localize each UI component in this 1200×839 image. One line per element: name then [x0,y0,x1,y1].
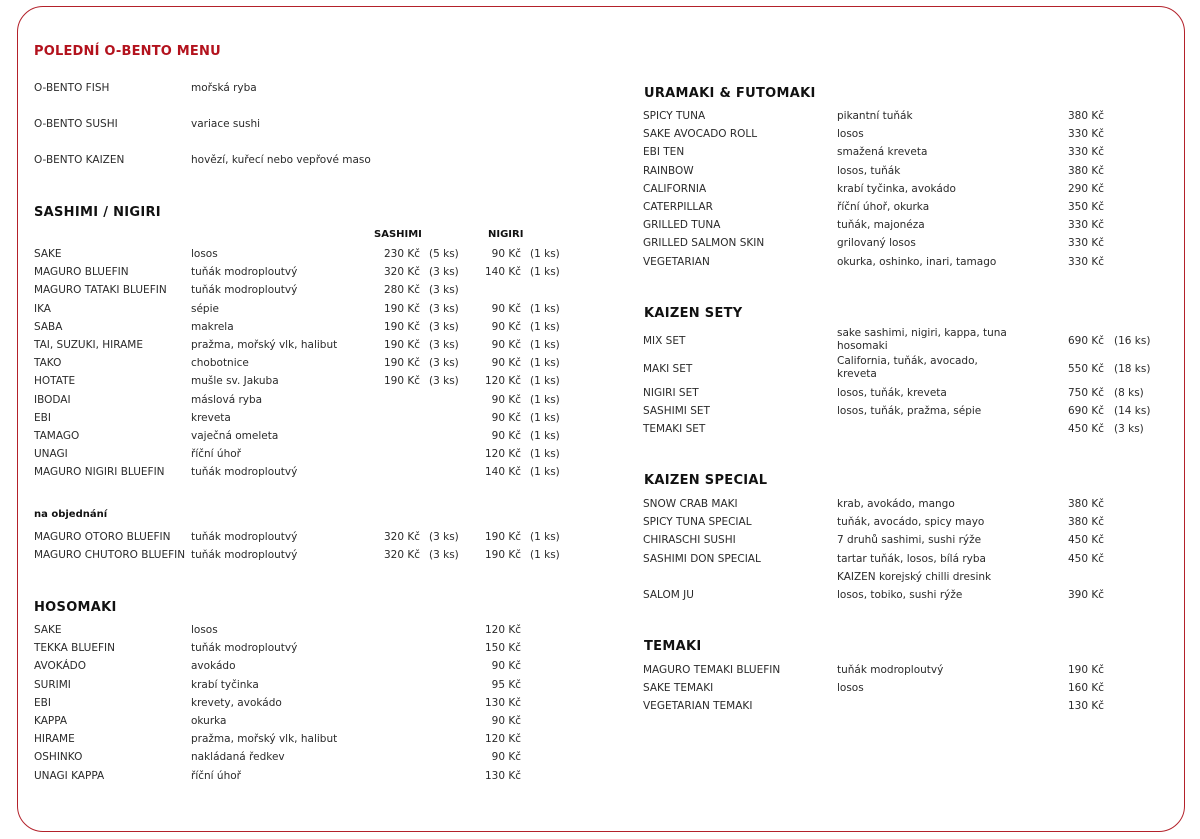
item-name: OSHINKO [34,751,83,764]
item-description: sépie [191,302,219,315]
item-price: 550 Kč [1067,363,1104,375]
item-description: tartar tuňák, losos, bílá ryba [837,552,986,565]
item-name: GRILLED SALMON SKIN [643,237,765,250]
special-title: KAIZEN SPECIAL [644,473,768,488]
lunch-title: POLEDNÍ O-BENTO MENU [34,44,221,59]
item-price: 330 Kč [1067,255,1104,268]
nigiri-quantity: (1 ks) [530,320,560,333]
item-description: krabí tyčinka, avokádo [837,182,956,195]
nigiri-quantity: (1 ks) [530,375,560,388]
item-name: TAKO [34,357,62,370]
nigiri-price: 140 Kč [484,266,521,279]
sashimi-price: 230 Kč [383,248,420,260]
item-description: vaječná omeleta [191,430,279,442]
item-price: 290 Kč [1067,182,1104,195]
item-description: tuňák modroploutvý [191,266,298,279]
item-name: IKA [34,302,51,315]
item-name: VEGETARIAN [643,255,710,268]
sashimi-column-header: SASHIMI [374,229,422,240]
item-name: GRILLED TUNA [643,219,721,232]
item-name: UNAGI KAPPA [34,769,105,782]
item-name: SAKE AVOCADO ROLL [643,128,758,141]
item-quantity: (3 ks) [1114,423,1144,435]
sashimi-price: 190 Kč [383,302,420,315]
item-description: tuňák modroploutvý [191,642,298,655]
item-name: SASHIMI DON SPECIAL [643,552,761,565]
item-description: tuňák, majonéza [837,219,925,232]
item-description: nakládaná ředkev [191,751,285,764]
nigiri-quantity: (1 ks) [530,302,560,315]
item-name: EBI [34,696,51,709]
nigiri-price: 90 Kč [491,357,521,370]
description-line-1: California, tuňák, avocado, [837,355,978,367]
item-name: EBI [34,411,51,424]
sashimi-quantity: (3 ks) [429,549,459,562]
item-price: 130 Kč [1067,700,1104,713]
nigiri-price: 190 Kč [484,531,521,543]
item-description: mořská ryba [191,82,257,94]
item-description [837,327,1007,353]
item-price: 690 Kč [1067,405,1104,417]
item-price: 450 Kč [1067,534,1104,547]
item-description: chobotnice [191,357,249,370]
item-price: 90 Kč [491,715,521,727]
nigiri-quantity: (1 ks) [530,393,560,406]
sashimi-price: 320 Kč [383,266,420,279]
item-description: tuňák modroploutvý [837,664,944,676]
nigiri-quantity: (1 ks) [530,466,560,479]
nigiri-column-header: NIGIRI [488,229,524,240]
temaki-title: TEMAKI [644,639,702,654]
item-name: TEMAKI SET [643,423,706,435]
nigiri-price: 90 Kč [491,320,521,333]
nigiri-quantity: (1 ks) [530,411,560,424]
item-price: 95 Kč [491,678,521,691]
item-name: EBI TEN [643,146,685,159]
sashimi-price: 190 Kč [383,339,420,351]
item-description: pražma, mořský vlk, halibut [191,339,338,351]
item-price: 390 Kč [1067,589,1104,601]
nigiri-quantity: (1 ks) [530,430,560,442]
item-description: krevety, avokádo [191,696,282,709]
item-description: tuňák modroploutvý [191,284,298,297]
nigiri-quantity: (1 ks) [530,448,560,461]
item-price: 330 Kč [1067,219,1104,232]
item-description: tuňák, avocádo, spicy mayo [837,516,985,529]
item-price: 120 Kč [484,733,521,746]
item-description: losos [191,248,218,260]
nigiri-price: 90 Kč [491,411,521,424]
nigiri-price: 120 Kč [484,448,521,461]
item-name: SASHIMI SET [643,405,710,417]
item-description: kreveta [191,411,231,424]
sashimi-quantity: (3 ks) [429,302,459,315]
item-description: makrela [191,320,234,333]
item-name: CHIRASCHI SUSHI [643,534,736,547]
item-name: IBODAI [34,393,71,406]
item-name: MAGURO BLUEFIN [34,266,129,279]
sashimi-quantity: (3 ks) [429,339,459,351]
item-name: CALIFORNIA [643,182,707,195]
item-description: hovězí, kuřecí nebo vepřové maso [191,154,371,166]
item-description: říční úhoř, okurka [837,201,930,213]
item-name: SNOW CRAB MAKI [643,498,738,510]
item-description: tuňák modroploutvý [191,466,298,479]
sashimi-price: 190 Kč [383,320,420,333]
item-price: 330 Kč [1067,128,1104,141]
item-description: krab, avokádo, mango [837,498,955,510]
item-description: grilovaný losos [837,237,916,250]
item-price: 380 Kč [1067,498,1104,510]
item-price: 90 Kč [491,660,521,673]
sashimi-quantity: (3 ks) [429,284,459,297]
nigiri-quantity: (1 ks) [530,266,560,279]
item-name: SPICY TUNA SPECIAL [643,516,752,529]
item-quantity: (14 ks) [1114,405,1151,417]
item-description: tuňák modroploutvý [191,549,298,562]
nigiri-quantity: (1 ks) [530,339,560,351]
item-description: avokádo [191,660,236,673]
item-description: KAIZEN korejský chilli dresink [837,570,992,583]
item-name: MAGURO CHUTORO BLUEFIN [34,549,186,562]
item-description: pikantní tuňák [837,110,913,122]
nigiri-price: 90 Kč [491,393,521,406]
item-name: SALOM JU [643,589,694,601]
item-price: 130 Kč [484,769,521,782]
sashimi-price: 320 Kč [383,531,420,543]
item-name: MIX SET [643,335,686,347]
item-name: AVOKÁDO [34,660,87,673]
item-name: HOTATE [34,375,76,388]
sashimi-quantity: (3 ks) [429,375,459,388]
item-description: smažená kreveta [837,146,928,159]
item-name: KAPPA [34,715,68,727]
item-name: CATERPILLAR [643,201,713,213]
sety-title: KAIZEN SETY [644,306,743,321]
item-description: mušle sv. Jakuba [191,375,279,388]
item-name: MAGURO TEMAKI BLUEFIN [643,664,781,676]
item-price: 130 Kč [484,696,521,709]
nigiri-quantity: (1 ks) [530,248,560,260]
item-name: TAMAGO [34,430,80,442]
item-price: 190 Kč [1067,664,1104,676]
item-description: losos [837,682,864,695]
item-price: 120 Kč [484,624,521,636]
nigiri-price: 90 Kč [491,339,521,351]
order-label: na objednání [34,509,108,520]
item-price: 750 Kč [1067,387,1104,399]
sashimi-quantity: (3 ks) [429,531,459,543]
nigiri-price: 90 Kč [491,302,521,315]
item-description: říční úhoř [191,448,241,461]
item-name: TAI, SUZUKI, HIRAME [34,339,143,351]
hosomaki-title: HOSOMAKI [34,600,117,615]
nigiri-price: 140 Kč [484,466,521,479]
description-line-2: kreveta [837,368,877,380]
item-description [837,355,978,381]
nigiri-quantity: (1 ks) [530,531,560,543]
item-price: 150 Kč [484,642,521,655]
sashimi-price: 190 Kč [383,357,420,370]
item-name: SAKE [34,248,62,260]
item-description: losos, tobiko, sushi rýže [837,589,963,601]
item-price: 380 Kč [1067,164,1104,177]
item-quantity: (16 ks) [1114,335,1151,347]
item-name: SAKE TEMAKI [643,682,714,695]
item-name: O-BENTO KAIZEN [34,154,125,166]
item-description: okurka [191,715,227,727]
item-name: MAKI SET [643,363,693,375]
item-description: losos [837,128,864,141]
item-name: MAGURO TATAKI BLUEFIN [34,284,167,297]
item-name: HIRAME [34,733,75,746]
item-name: TEKKA BLUEFIN [34,642,115,655]
item-description: variace sushi [191,118,261,130]
description-line-2: hosomaki [837,340,888,352]
item-price: 330 Kč [1067,237,1104,250]
item-description: krabí tyčinka [191,678,259,691]
item-price: 380 Kč [1067,110,1104,122]
item-price: 450 Kč [1067,423,1104,435]
sashimi-price: 190 Kč [383,375,420,388]
item-description: okurka, oshinko, inari, tamago [837,255,997,268]
item-price: 450 Kč [1067,552,1104,565]
item-description: losos [191,624,218,636]
nigiri-price: 90 Kč [491,248,521,260]
nigiri-price: 120 Kč [484,375,521,388]
item-name: UNAGI [34,448,68,461]
item-name: SURIMI [34,678,71,691]
item-description: pražma, mořský vlk, halibut [191,733,338,746]
item-name: SABA [34,320,63,333]
sashimi-title: SASHIMI / NIGIRI [34,205,161,220]
item-description: říční úhoř [191,769,241,782]
item-name: RAINBOW [643,164,694,177]
item-name: MAGURO OTORO BLUEFIN [34,531,171,543]
item-name: VEGETARIAN TEMAKI [643,700,753,713]
nigiri-quantity: (1 ks) [530,549,560,562]
item-description: losos, tuňák [837,164,901,177]
item-description: losos, tuňák, kreveta [837,387,947,399]
sashimi-price: 320 Kč [383,549,420,562]
item-name: MAGURO NIGIRI BLUEFIN [34,466,165,479]
item-name: O-BENTO SUSHI [34,118,118,130]
item-price: 690 Kč [1067,335,1104,347]
sashimi-quantity: (5 ks) [429,248,459,260]
item-description: 7 druhů sashimi, sushi rýže [837,534,982,547]
uramaki-title: URAMAKI & FUTOMAKI [644,86,816,101]
item-name: SAKE [34,624,62,636]
sashimi-quantity: (3 ks) [429,266,459,279]
sashimi-quantity: (3 ks) [429,320,459,333]
item-price: 330 Kč [1067,146,1104,159]
item-name: SPICY TUNA [643,110,706,122]
item-name: NIGIRI SET [643,387,699,399]
description-line-1: sake sashimi, nigiri, kappa, tuna [837,327,1007,339]
item-quantity: (18 ks) [1114,363,1151,375]
item-description: tuňák modroploutvý [191,531,298,543]
item-price: 350 Kč [1067,201,1104,213]
nigiri-price: 90 Kč [491,430,521,442]
item-quantity: (8 ks) [1114,387,1144,399]
item-price: 160 Kč [1067,682,1104,695]
item-price: 90 Kč [491,751,521,764]
nigiri-quantity: (1 ks) [530,357,560,370]
sashimi-price: 280 Kč [383,284,420,297]
item-name: O-BENTO FISH [34,82,110,94]
sashimi-quantity: (3 ks) [429,357,459,370]
item-description: máslová ryba [191,393,263,406]
item-price: 380 Kč [1067,516,1104,529]
nigiri-price: 190 Kč [484,549,521,562]
item-description: losos, tuňák, pražma, sépie [837,405,982,417]
